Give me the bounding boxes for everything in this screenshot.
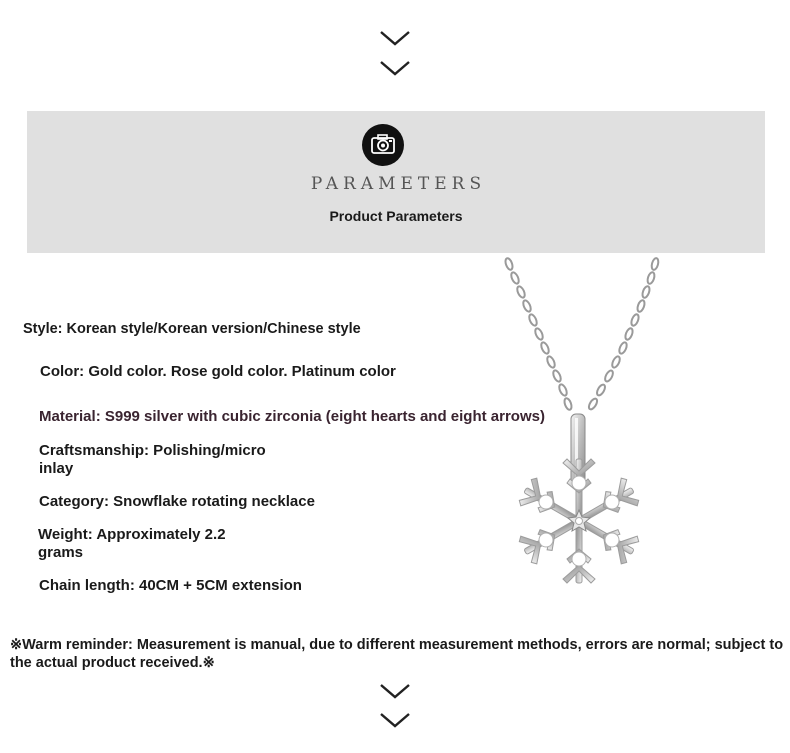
chevron-down-icon bbox=[379, 30, 411, 46]
param-color: Color: Gold color. Rose gold color. Platinum color bbox=[40, 363, 396, 380]
chevron-down-icon bbox=[379, 712, 411, 728]
banner-title: PARAMETERS bbox=[310, 174, 487, 194]
parameters-banner bbox=[27, 111, 765, 253]
chevron-down-icon bbox=[379, 60, 411, 76]
param-craftsmanship: Craftsmanship: Polishing/micro inlay bbox=[39, 442, 266, 477]
chevron-down-icon bbox=[379, 683, 411, 699]
warm-reminder: ※Warm reminder: Measurement is manual, due to different measurement methods, errors are normal; subject to the actual product received.※ bbox=[10, 637, 784, 671]
param-style: Style: Korean style/Korean version/Chinese style bbox=[23, 321, 361, 337]
param-category: Category: Snowflake rotating necklace bbox=[39, 493, 315, 510]
banner-subtitle: Product Parameters bbox=[329, 208, 463, 224]
param-material: Material: S999 silver with cubic zirconia (eight hearts and eight arrows) bbox=[39, 408, 545, 425]
param-chain-length: Chain length: 40CM + 5CM extension bbox=[39, 577, 302, 594]
snowflake-necklace-image bbox=[495, 256, 665, 601]
camera-icon bbox=[362, 124, 404, 166]
param-weight: Weight: Approximately 2.2 grams bbox=[38, 526, 226, 561]
